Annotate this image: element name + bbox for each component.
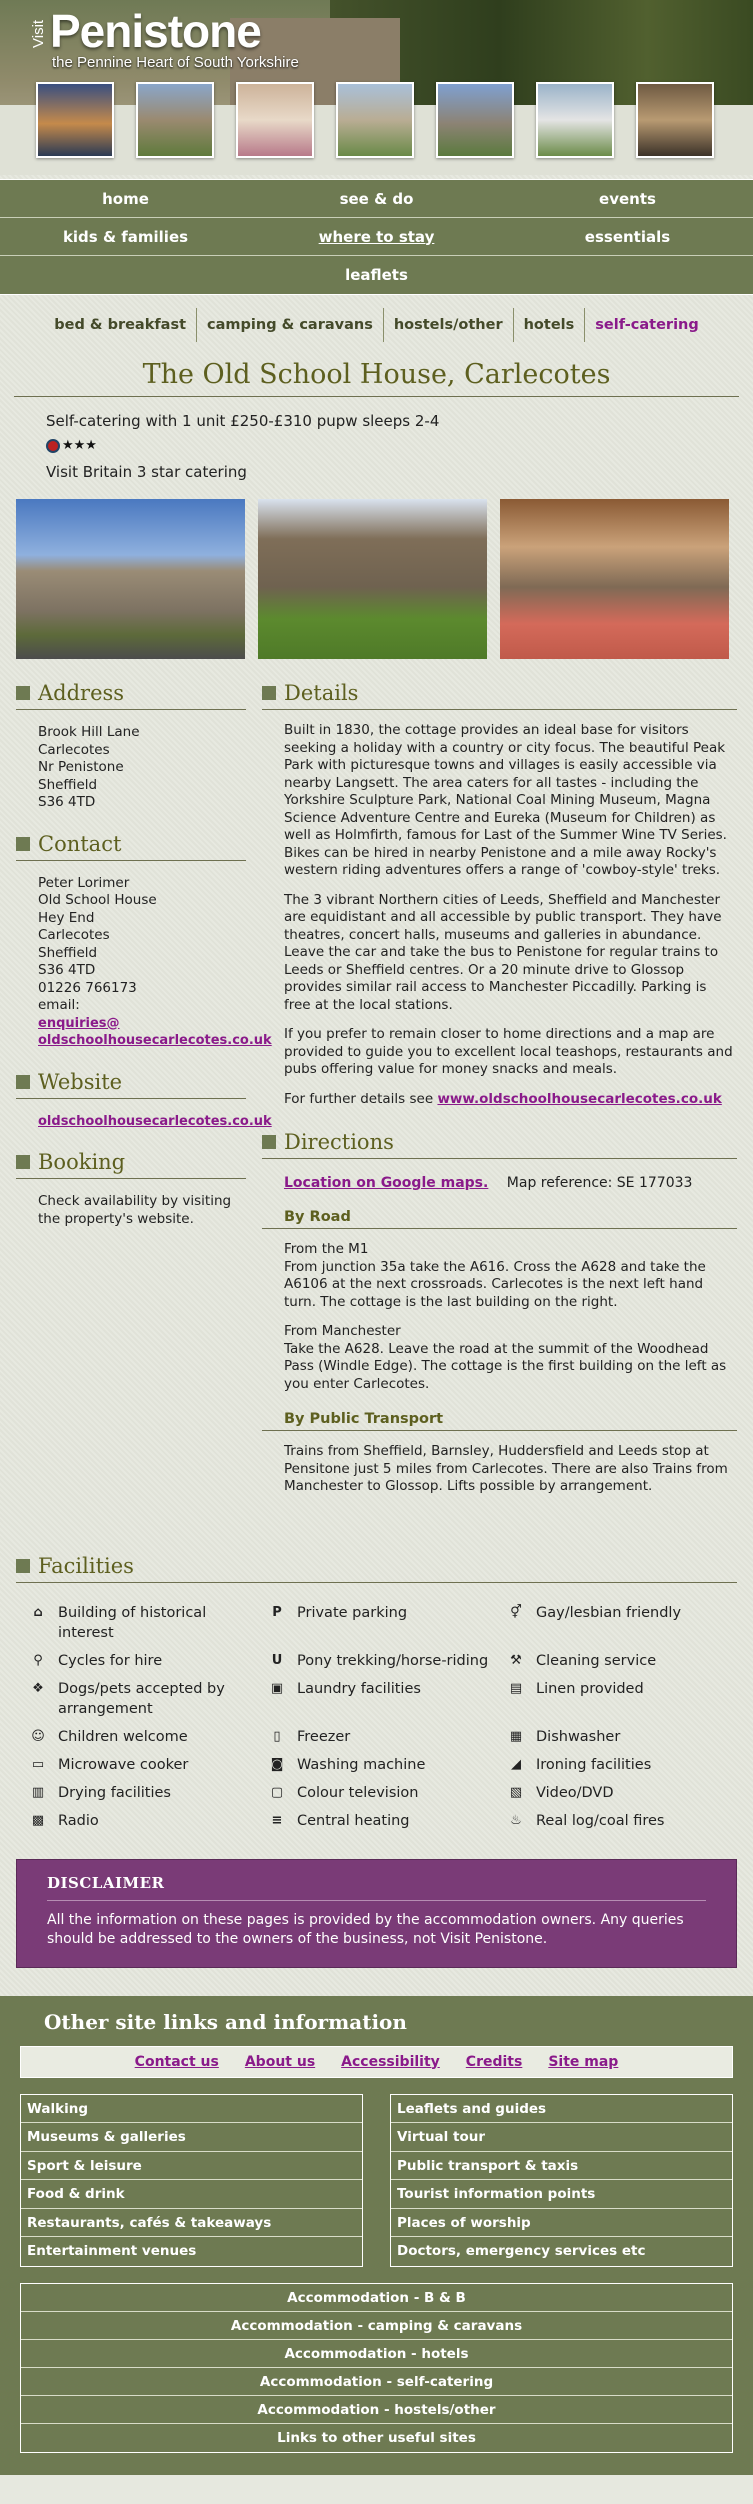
linen-icon: ▤ (509, 1680, 523, 1696)
footer-link-leaflets[interactable]: Leaflets and guides (391, 2095, 732, 2124)
nav-essentials[interactable]: essentials (584, 227, 671, 246)
nav-see-and-do[interactable]: see & do (339, 189, 414, 208)
children-icon: ☺ (31, 1728, 45, 1744)
footer-list-left (20, 2094, 363, 2267)
section-marker (16, 837, 30, 851)
parking-icon: P (272, 1604, 282, 1620)
footer-link-camping[interactable]: Accommodation - camping & caravans (21, 2312, 732, 2340)
fire-icon: ♨ (510, 1812, 522, 1828)
video-icon: ▧ (509, 1784, 523, 1800)
drying-icon: ▥ (31, 1784, 45, 1800)
contact-line: Hey End (38, 909, 95, 926)
facility-item (508, 1783, 737, 1803)
footer-link-worship[interactable]: Places of worship (391, 2209, 732, 2238)
contact-phone: 01226 766173 (38, 979, 137, 996)
contact-line: Peter Lorimer (38, 874, 130, 891)
details-paragraph-4 (262, 1091, 737, 1109)
footer-columns (20, 2094, 733, 2267)
nav-leaflets[interactable]: leaflets (345, 266, 408, 284)
contact-heading (16, 832, 246, 861)
address-line: S36 4TD (38, 794, 96, 810)
facility-label: Dishwasher (536, 1728, 621, 1745)
facility-label: Linen provided (536, 1680, 644, 1697)
section-marker (16, 686, 30, 700)
photo-exterior[interactable] (16, 499, 245, 659)
thumbnail-1[interactable] (36, 82, 114, 158)
disclaimer-text: All the information on these pages is provided by the accommodation owners. Any queries should be addressed to the owners of the business, not Visit Penistone. (47, 1911, 684, 1947)
facility-label: Pony trekking/horse-riding (297, 1652, 489, 1669)
facility-item (30, 1811, 259, 1831)
contact-lines (16, 861, 272, 1050)
facility-item (269, 1679, 498, 1719)
nav-where-to-stay[interactable]: where to stay (318, 227, 435, 246)
facility-item (30, 1783, 259, 1803)
facility-item (269, 1651, 498, 1671)
main-navigation (0, 179, 753, 295)
email-link[interactable] (38, 1016, 272, 1049)
details-website-link[interactable]: www.oldschoolhousecarlecotes.co.uk (437, 1090, 722, 1107)
footer-link-doctors[interactable]: Doctors, emergency services etc (397, 2243, 646, 2259)
by-road-heading: By Road (262, 1209, 737, 1229)
footer-link-useful-sites[interactable]: Links to other useful sites (277, 2429, 476, 2446)
facilities-section (0, 1554, 753, 1831)
facility-label: Colour television (297, 1784, 419, 1801)
public-transport-heading: By Public Transport (262, 1411, 737, 1431)
facility-label: Building of historical interest (58, 1604, 207, 1641)
website-section (16, 1069, 272, 1131)
section-marker (262, 686, 276, 700)
address-line: Sheffield (38, 776, 98, 793)
footer-link-credits[interactable]: Credits (465, 2053, 523, 2070)
footer-link-self-catering[interactable]: Accommodation - self-catering (21, 2368, 732, 2396)
facilities-grid (16, 1583, 737, 1831)
contact-line: Old School House (38, 892, 157, 908)
facility-item (269, 1603, 498, 1643)
right-column (262, 681, 737, 1496)
directions-heading (262, 1130, 737, 1159)
microwave-icon: ▭ (31, 1756, 45, 1772)
footer-link-walking[interactable]: Walking (21, 2095, 362, 2124)
nav-events[interactable]: events (599, 189, 656, 208)
website-link[interactable]: oldschoolhousecarlecotes.co.uk (38, 1113, 272, 1129)
nav-kids-families[interactable]: kids & families (62, 227, 189, 246)
listing-summary (0, 397, 753, 483)
facility-item (30, 1679, 259, 1719)
facility-label: Ironing facilities (536, 1756, 652, 1773)
facility-item (508, 1651, 737, 1671)
facilities-heading-text: Facilities (38, 1553, 134, 1578)
facility-item (30, 1727, 259, 1747)
website-block (16, 1099, 272, 1131)
footer-link-hotels[interactable]: Accommodation - hotels (21, 2340, 732, 2368)
gay-friendly-icon: ⚥ (510, 1604, 522, 1620)
footer-link-food[interactable]: Food & drink (21, 2180, 362, 2209)
facility-label: Cleaning service (536, 1652, 657, 1669)
facility-label: Freezer (297, 1728, 351, 1745)
facility-label: Laundry facilities (297, 1680, 421, 1697)
facilities-heading (16, 1554, 737, 1583)
email-part-1: enquiries@ (38, 1015, 120, 1031)
details-more-text: For further details see (284, 1090, 438, 1107)
booking-section (16, 1150, 246, 1228)
address-line: Carlecotes (38, 741, 110, 758)
footer-accommodation-links (20, 2283, 733, 2453)
contact-line: Carlecotes (38, 927, 110, 943)
thumbnail-2[interactable] (136, 82, 214, 158)
facility-label: Radio (58, 1812, 99, 1829)
logo-name: Penistone (50, 5, 261, 57)
thumbnail-7[interactable] (636, 82, 714, 158)
facility-item (269, 1811, 498, 1831)
footer-link-sport[interactable]: Sport & leisure (21, 2152, 362, 2181)
email-part-2: oldschoolhousecarlecotes.co.uk (38, 1033, 272, 1048)
road-m1-title: From the M1 (284, 1241, 369, 1257)
footer-link-contact[interactable]: Contact us (134, 2053, 219, 2070)
disclaimer-box (16, 1859, 737, 1968)
photo-garden[interactable] (258, 499, 487, 659)
header-thumbnails (36, 82, 714, 158)
facility-item (30, 1651, 259, 1671)
details-paragraph-2: The 3 vibrant Northern cities of Leeds, Sheffield and Manchester are equidistant and all accessible by public transport. They have theatres, concert halls, museums and galleries in abundance. Leave the car and take the bus to Penistone for regular trains to Leeds or Sheffield centres. Or a 20 minute drive to Glossop provides similar rail access to Manchester Piccadilly. Parking is free at the local stations. (284, 891, 722, 1013)
footer-link-tourist-info[interactable]: Tourist information points (391, 2180, 732, 2209)
footer-link-virtual-tour[interactable]: Virtual tour (391, 2123, 732, 2152)
facility-item (269, 1727, 498, 1747)
email-label: email: (38, 997, 80, 1013)
contact-heading-text: Contact (38, 831, 122, 856)
subnav-bed-breakfast[interactable]: bed & breakfast (54, 317, 187, 333)
thumbnail-3[interactable] (236, 82, 314, 158)
content-columns (0, 681, 753, 1496)
map-reference: Map reference: SE 177033 (506, 1175, 693, 1191)
public-transport-text: Trains from Sheffield, Barnsley, Huddersfield and Leeds stop at Pensitone just 5 miles from Carlecotes. There are also Trains from Manchester to Glossop. Lifts possible by arrangement. (284, 1443, 728, 1494)
facility-item (508, 1755, 737, 1775)
facility-item (508, 1727, 737, 1747)
subnav-hostels-other[interactable]: hostels/other (383, 308, 513, 342)
footer-link-hostels[interactable]: Accommodation - hostels/other (21, 2396, 732, 2424)
facility-item (30, 1755, 259, 1775)
facility-label: Private parking (297, 1604, 408, 1621)
iron-icon: ◢ (511, 1756, 521, 1772)
facility-label: Gay/lesbian friendly (536, 1604, 682, 1621)
footer-link-about[interactable]: About us (244, 2053, 316, 2070)
freezer-icon: ▯ (273, 1728, 281, 1744)
left-column (16, 681, 272, 1496)
facility-label: Children welcome (58, 1728, 188, 1745)
rosette-icon (46, 439, 60, 453)
booking-text: Check availability by visiting the property's website. (38, 1193, 232, 1227)
road-manchester-title: From Manchester (284, 1323, 401, 1339)
details-paragraph-3: If you prefer to remain closer to home directions and a map are provided to guide you to excellent local teashops, restaurants and pubs offering value for money snacks and meals. (284, 1026, 733, 1077)
footer-link-transport[interactable]: Public transport & taxis (391, 2152, 732, 2181)
footer-list-right (390, 2094, 733, 2267)
facility-item (508, 1679, 737, 1719)
thumbnail-6[interactable] (536, 82, 614, 158)
address-line: Nr Penistone (38, 759, 124, 775)
footer-link-accessibility[interactable]: Accessibility (341, 2053, 440, 2070)
tv-icon: ▢ (270, 1784, 284, 1800)
facility-label: Drying facilities (58, 1784, 171, 1801)
footer-top-links (20, 2046, 733, 2078)
facility-item (508, 1603, 737, 1643)
details-paragraph-1: Built in 1830, the cottage provides an ideal base for visitors seeking a holiday with a country or city focus. The beautiful Peak Park with picturesque towns and villages is easily accessible via nearby Langsett. The area caters for all tastes - including the Yorkshire Sculpture Park, National Coal Mining Museum, Magna Science Adventure Centre and Eureka (Museum for Children) as well as Holmfirth, famous for Last of the Summer Wine TV Series. Bikes can be hired in nearby Penistone and a mile away Rocky's western riding adventures offers a range of 'cowboy-style' treks. (284, 722, 727, 878)
accommodation-subnav (0, 307, 753, 343)
facility-label: Central heating (297, 1812, 410, 1829)
rating-text: Visit Britain 3 star catering (46, 463, 247, 481)
subnav-self-catering[interactable]: self-catering (584, 308, 708, 342)
booking-heading (16, 1150, 246, 1179)
section-marker (16, 1075, 30, 1089)
star-rating (46, 435, 753, 456)
details-heading (262, 681, 737, 710)
google-maps-link[interactable]: Location on Google maps. (284, 1175, 489, 1191)
property-photos (0, 483, 753, 659)
disclaimer-heading: DISCLAIMER (47, 1874, 706, 1901)
horseshoe-icon: U (271, 1652, 283, 1668)
facility-item (508, 1811, 737, 1831)
section-marker (16, 1559, 30, 1573)
logo-tagline: the Pennine Heart of South Yorkshire (52, 54, 299, 71)
website-heading-text: Website (38, 1069, 123, 1094)
cleaning-icon: ⚒ (510, 1652, 522, 1668)
website-heading (16, 1070, 246, 1099)
subnav-hotels[interactable]: hotels (513, 308, 585, 342)
facility-label: Real log/coal fires (536, 1812, 665, 1829)
road-m1-text: From junction 35a take the A616. Cross the A628 and take the A6106 at the next crossroads. Carlecotes is the next left hand turn. The cottage is the last building on the right. (284, 1258, 706, 1310)
thumbnail-4[interactable] (336, 82, 414, 158)
facility-label: Washing machine (297, 1756, 426, 1773)
facility-item (269, 1755, 498, 1775)
facility-item (30, 1603, 259, 1643)
subnav-camping-caravans[interactable]: camping & caravans (196, 308, 383, 342)
footer-link-sitemap[interactable]: Site map (548, 2053, 619, 2070)
contact-line: Sheffield (38, 944, 98, 961)
road-m1 (262, 1241, 737, 1311)
footer-link-bnb[interactable]: Accommodation - B & B (21, 2284, 732, 2312)
road-manchester (262, 1323, 737, 1393)
bicycle-icon: ⚲ (33, 1652, 43, 1668)
footer-heading: Other site links and information (44, 2009, 407, 2034)
facility-label: Video/DVD (536, 1784, 614, 1801)
section-marker (262, 1135, 276, 1149)
directions-heading-text: Directions (284, 1130, 394, 1154)
section-marker (16, 1155, 30, 1169)
footer-link-museums[interactable]: Museums & galleries (21, 2123, 362, 2152)
facility-label: Microwave cooker (58, 1756, 189, 1773)
nav-home[interactable]: home (102, 189, 149, 208)
address-section (16, 681, 246, 812)
booking-heading-text: Booking (38, 1150, 126, 1174)
pets-icon: ❖ (32, 1680, 44, 1696)
contact-line: S36 4TD (38, 962, 96, 978)
address-lines (16, 710, 246, 812)
contact-section (16, 831, 272, 1050)
heating-icon: ≡ (271, 1812, 283, 1828)
site-header (0, 0, 753, 175)
thumbnail-5[interactable] (436, 82, 514, 158)
road-manchester-text: Take the A628. Leave the road at the summit of the Woodhead Pass (Windle Edge). The cottage is the first building on the left as you enter Carlecotes. (284, 1340, 727, 1392)
summary-line: Self-catering with 1 unit £250-£310 pupw sleeps 2-4 (46, 412, 440, 430)
footer-link-entertainment[interactable]: Entertainment venues (27, 2243, 197, 2259)
facility-label: Cycles for hire (58, 1652, 163, 1669)
page-title: The Old School House, Carlecotes (14, 359, 739, 397)
facility-label: Dogs/pets accepted by arrangement (58, 1680, 225, 1717)
washing-machine-icon: ◙ (270, 1756, 284, 1772)
radio-icon: ▩ (31, 1812, 45, 1828)
facility-item (269, 1783, 498, 1803)
footer-link-restaurants[interactable]: Restaurants, cafés & takeaways (21, 2209, 362, 2238)
address-heading (16, 681, 246, 710)
photo-lounge[interactable] (500, 499, 729, 659)
address-heading-text: Address (38, 681, 125, 705)
historic-building-icon: ⌂ (33, 1604, 43, 1620)
logo-visit: Visit (30, 19, 47, 48)
star-icons: ★★★ (62, 438, 97, 453)
map-row (262, 1159, 737, 1191)
details-heading-text: Details (284, 681, 359, 705)
address-line: Brook Hill Lane (38, 724, 140, 740)
site-footer (0, 1996, 753, 2475)
laundry-icon: ▣ (270, 1680, 284, 1696)
dishwasher-icon: ▦ (509, 1728, 523, 1744)
